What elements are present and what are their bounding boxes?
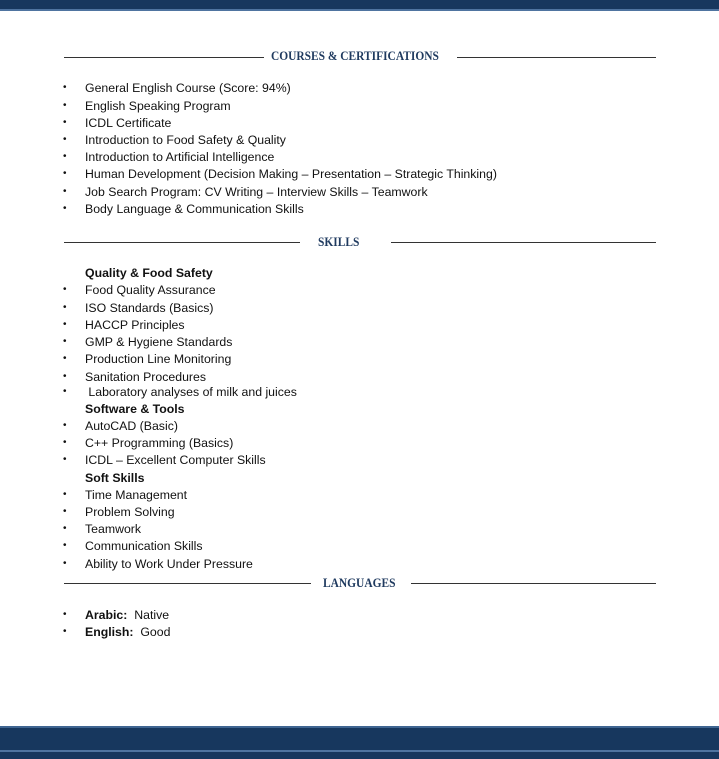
bullet-icon: • xyxy=(63,353,67,364)
subheading: Software & Tools xyxy=(85,402,185,416)
divider xyxy=(391,242,656,243)
list-item: GMP & Hygiene Standards xyxy=(85,335,233,349)
list-item: General English Course (Score: 94%) xyxy=(85,81,291,95)
language-level: Good xyxy=(140,625,171,639)
list-item: Production Line Monitoring xyxy=(85,352,232,366)
bullet-icon: • xyxy=(63,454,67,465)
list-item: Human Development (Decision Making – Presentation – Strategic Thinking) xyxy=(85,167,497,181)
divider xyxy=(411,583,656,584)
list-item: English Speaking Program xyxy=(85,99,231,113)
bullet-icon: • xyxy=(63,302,67,313)
list-item: Ability to Work Under Pressure xyxy=(85,557,253,571)
header-bar xyxy=(0,0,719,11)
bullet-icon: • xyxy=(63,284,67,295)
list-item: C++ Programming (Basics) xyxy=(85,436,234,450)
bullet-icon: • xyxy=(63,437,67,448)
bullet-icon: • xyxy=(63,100,67,111)
list-item: ICDL Certificate xyxy=(85,116,172,130)
language-item xyxy=(85,624,170,640)
section-title: LANGUAGES xyxy=(323,575,396,590)
bullet-icon: • xyxy=(63,168,67,179)
subheading: Soft Skills xyxy=(85,471,145,485)
section-title: COURSES & CERTIFICATIONS xyxy=(271,48,439,63)
bullet-icon: • xyxy=(63,134,67,145)
language-name: Arabic: xyxy=(85,608,128,622)
bullet-icon: • xyxy=(63,420,67,431)
language-level: Native xyxy=(134,608,170,622)
list-item: Time Management xyxy=(85,488,188,502)
bullet-icon: • xyxy=(63,489,67,500)
divider xyxy=(64,57,264,58)
list-item: Laboratory analyses of milk and juices xyxy=(85,385,297,399)
bullet-icon: • xyxy=(63,371,67,382)
bullet-icon: • xyxy=(63,336,67,347)
list-item: ISO Standards (Basics) xyxy=(85,301,214,315)
bullet-icon: • xyxy=(63,186,67,197)
language-name: English: xyxy=(85,625,134,639)
bullet-icon: • xyxy=(63,203,67,214)
bullet-icon: • xyxy=(63,319,67,330)
list-item: Communication Skills xyxy=(85,539,203,553)
bullet-icon: • xyxy=(63,82,67,93)
bullet-icon: • xyxy=(63,626,67,637)
list-item: HACCP Principles xyxy=(85,318,185,332)
list-item: Food Quality Assurance xyxy=(85,283,216,297)
divider xyxy=(457,57,656,58)
bullet-icon: • xyxy=(63,523,67,534)
bullet-icon: • xyxy=(63,386,67,397)
list-item: Introduction to Artificial Intelligence xyxy=(85,150,275,164)
section-title: SKILLS xyxy=(318,234,360,249)
bullet-icon: • xyxy=(63,609,67,620)
list-item: Body Language & Communication Skills xyxy=(85,202,304,216)
bullet-icon: • xyxy=(63,117,67,128)
subheading: Quality & Food Safety xyxy=(85,266,213,280)
list-item: ICDL – Excellent Computer Skills xyxy=(85,453,266,467)
list-item: Introduction to Food Safety & Quality xyxy=(85,133,286,147)
list-item: Teamwork xyxy=(85,522,142,536)
bullet-icon: • xyxy=(63,506,67,517)
list-item: Job Search Program: CV Writing – Interview Skills – Teamwork xyxy=(85,185,428,199)
language-item xyxy=(85,607,169,623)
footer-bar xyxy=(0,726,719,759)
divider xyxy=(64,242,300,243)
list-item: Problem Solving xyxy=(85,505,175,519)
list-item: AutoCAD (Basic) xyxy=(85,419,178,433)
list-item: Sanitation Procedures xyxy=(85,370,206,384)
divider xyxy=(64,583,311,584)
bullet-icon: • xyxy=(63,540,67,551)
bullet-icon: • xyxy=(63,151,67,162)
bullet-icon: • xyxy=(63,558,67,569)
